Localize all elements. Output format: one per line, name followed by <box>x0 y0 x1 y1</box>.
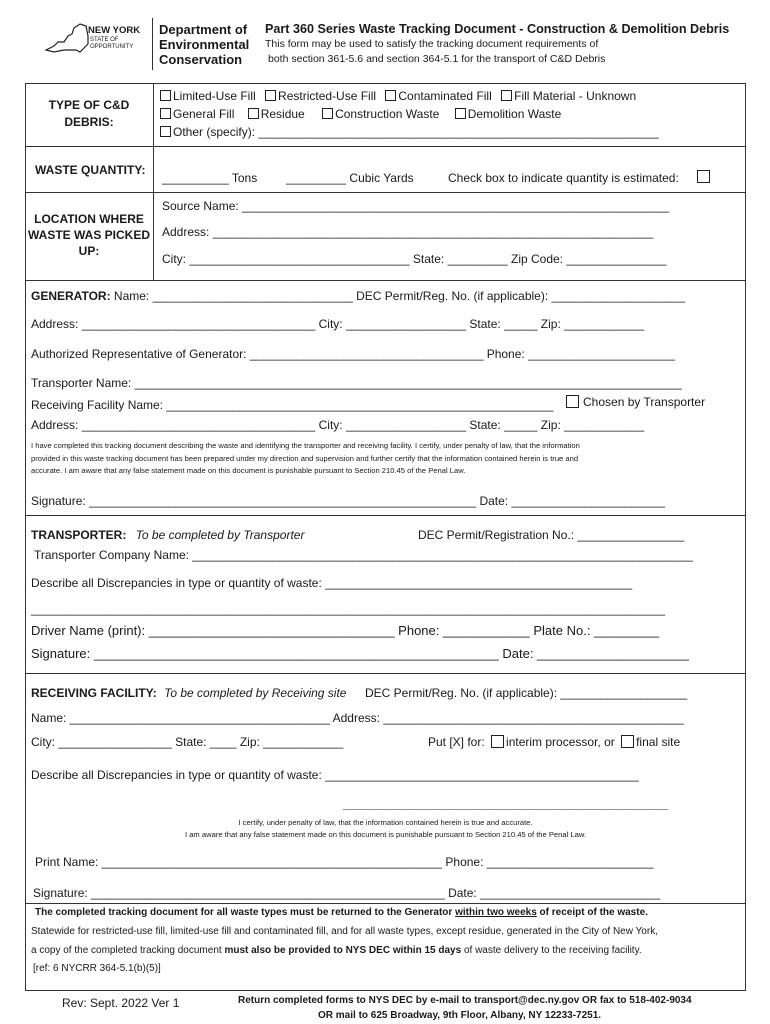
location-label <box>25 211 153 259</box>
receiving-header-row <box>31 686 346 700</box>
generator-label: GENERATOR: <box>31 289 111 303</box>
restricted-use-fill-label: Restricted-Use Fill <box>278 89 377 103</box>
transporter-discrepancy-field[interactable]: Describe all Discrepancies in type or quantity of waste: ______________________________________________ <box>31 576 633 590</box>
demolition-waste-option[interactable] <box>455 107 562 121</box>
demolition-waste-label: Demolition Waste <box>467 107 562 121</box>
form-subtitle-2: both section 361-5.6 and section 364-5.1 for the transport of C&D Debris <box>268 53 606 65</box>
debris-options-row1 <box>160 89 636 103</box>
fill-unknown-label: Fill Material - Unknown <box>514 89 637 103</box>
generator-address2-field[interactable]: Address: ___________________________________ City: __________________ State: _____ Zip: ____________ <box>31 418 645 432</box>
fill-unknown-option[interactable] <box>501 89 636 103</box>
receiving-permit-field[interactable]: DEC Permit/Reg. No. (if applicable): ___________________ <box>365 686 688 700</box>
construction-waste-checkbox[interactable] <box>322 108 333 119</box>
limited-use-fill-checkbox[interactable] <box>160 90 171 101</box>
form-title: Part 360 Series Waste Tracking Document - Construction & Demolition Debris <box>265 22 730 36</box>
general-fill-checkbox[interactable] <box>160 108 171 119</box>
print-name-field[interactable]: Print Name: ___________________________________________________ Phone: _________________________ <box>35 855 654 869</box>
receiving-label: RECEIVING FACILITY: <box>31 686 157 700</box>
transporter-company-field[interactable]: Transporter Company Name: ___________________________________________________________________________ <box>34 548 693 562</box>
receiving-signature-field[interactable]: Signature: _____________________________________________________ Date: ___________________________ <box>33 886 661 900</box>
final-site-checkbox[interactable] <box>621 735 634 748</box>
contaminated-fill-checkbox[interactable] <box>385 90 396 101</box>
return-instruction-b: within two weeks <box>455 907 537 918</box>
transporter-discrepancy-line[interactable]: _______________________________________________________________________________________________ <box>31 602 666 616</box>
debris-options-row3 <box>160 125 659 139</box>
receiving-cert-line1: I certify, under penalty of law, that the information contained herein is true and accurate. <box>238 818 533 827</box>
interim-processor-label: interim processor, or <box>506 735 615 749</box>
chosen-by-transporter-label: Chosen by Transporter <box>583 395 706 409</box>
transporter-divider <box>25 673 746 674</box>
logo-line2: STATE OF <box>90 37 119 43</box>
debris-type-label-2: DEBRIS: <box>64 115 114 129</box>
tons-field[interactable]: __________ Tons <box>162 171 258 185</box>
general-fill-label: General Fill <box>173 107 235 121</box>
copy-instruction-b: must also be provided to NYS DEC within 15 days <box>224 945 462 956</box>
generator-cert-line2: provided in this waste tracking document has been prepared under my direction and supervision and further certify that the information contained herein is true and <box>31 453 579 463</box>
driver-name-field[interactable]: Driver Name (print): __________________________________ Phone: ____________ Plate No.: _________ <box>31 623 660 638</box>
receiving-cert-line2: I am aware that any false statement made on this document is punishable pursuant to Section 210.45 of the Penal Law. <box>184 830 587 839</box>
waste-quantity-label: WASTE QUANTITY: <box>35 163 146 177</box>
revision-label: Rev: Sept. 2022 Ver 1 <box>62 996 180 1010</box>
receiving-city-field[interactable]: City: _________________ State: ____ Zip: ____________ <box>31 735 344 749</box>
transporter-name-field[interactable]: Transporter Name: __________________________________________________________________________________ <box>31 376 682 390</box>
return-address-line1: Return completed forms to NYS DEC by e-mail to transport@dec.ny.gov OR fax to 518-402-9034 <box>238 995 692 1006</box>
transporter-note: To be completed by Transporter <box>135 528 305 542</box>
receiving-facility-name-field[interactable]: Receiving Facility Name: __________________________________________________________ <box>31 398 554 412</box>
return-instruction-a: The completed tracking document for all waste types must be returned to the Generator <box>35 907 456 918</box>
residue-option[interactable] <box>248 107 305 121</box>
transporter-label: TRANSPORTER: <box>31 528 127 542</box>
generator-signature-field[interactable]: Signature: __________________________________________________________ Date: _______________________ <box>31 494 665 508</box>
header-divider <box>152 18 153 70</box>
other-option[interactable] <box>160 125 659 139</box>
debris-row-divider <box>25 146 746 147</box>
debris-table-divider <box>153 83 154 281</box>
generator-cert-line3: accurate. I am aware that any false statement made on this document is punishable pursuant to Section 210.45 of the Penal Law. <box>31 466 466 475</box>
contaminated-fill-label: Contaminated Fill <box>398 89 492 103</box>
location-label-3: UP: <box>78 244 100 258</box>
generator-address-field[interactable]: Address: ___________________________________ City: __________________ State: _____ Zip: ____________ <box>31 317 645 331</box>
limited-use-fill-option[interactable] <box>160 89 256 103</box>
copy-instruction-a: a copy of the completed tracking document <box>31 945 225 956</box>
other-checkbox[interactable] <box>160 126 171 137</box>
transporter-header-row <box>31 528 304 542</box>
contaminated-fill-option[interactable] <box>385 89 491 103</box>
form-subtitle-1: This form may be used to satisfy the tracking document requirements of <box>265 38 599 50</box>
authorized-rep-field[interactable]: Authorized Representative of Generator: ___________________________________ Phone: ______________________ <box>31 347 675 361</box>
generator-cert-line1: I have completed this tracking document describing the waste and identifying the transporter and receiving facility. I certify, under penalty of law, that the information <box>31 441 580 450</box>
dept-line3: Conservation <box>159 52 243 67</box>
location-label-2: WASTE WAS PICKED <box>27 228 150 242</box>
logo-line3: OPPORTUNITY <box>90 44 134 50</box>
generator-divider <box>25 515 746 516</box>
receiving-certification <box>25 817 746 841</box>
logo-line1: NEW YORK <box>88 25 141 36</box>
copy-instruction <box>31 945 642 956</box>
location-label-1: LOCATION WHERE <box>34 212 144 226</box>
limited-use-fill-label: Limited-Use Fill <box>173 89 256 103</box>
source-name-field[interactable]: Source Name: ________________________________________________________________ <box>162 199 670 213</box>
residue-checkbox[interactable] <box>248 108 259 119</box>
fill-unknown-checkbox[interactable] <box>501 90 512 101</box>
debris-type-label <box>25 97 153 131</box>
generator-name-field[interactable]: Name: ______________________________ DEC Permit/Reg. No. (if applicable): ____________________ <box>110 289 685 303</box>
restricted-use-fill-option[interactable] <box>265 89 376 103</box>
chosen-by-transporter-checkbox[interactable] <box>566 395 579 408</box>
construction-waste-label: Construction Waste <box>335 107 440 121</box>
general-fill-option[interactable] <box>160 107 234 121</box>
nys-logo <box>44 22 146 56</box>
final-site-label: final site <box>636 735 681 749</box>
return-instruction <box>35 907 648 918</box>
location-address-field[interactable]: Address: __________________________________________________________________ <box>162 225 654 239</box>
dept-line2: Environmental <box>159 37 250 52</box>
other-field[interactable]: Other (specify): ____________________________________________________________ <box>173 125 659 139</box>
demolition-waste-checkbox[interactable] <box>455 108 466 119</box>
receiving-discrepancy-line[interactable]: _____________________________________________________________________________ <box>343 801 669 810</box>
transporter-permit-field[interactable]: DEC Permit/Registration No.: ________________ <box>418 528 685 542</box>
estimated-checkbox[interactable] <box>697 170 710 183</box>
cubic-yards-field[interactable]: _________ Cubic Yards <box>286 171 414 185</box>
copy-instruction-c: of waste delivery to the receiving facility. <box>461 945 642 956</box>
receiving-name-field[interactable]: Name: _______________________________________ Address: _____________________________________________ <box>31 711 684 725</box>
put-x-label: Put [X] for: <box>428 735 485 749</box>
new-york-state-map-icon <box>44 22 90 56</box>
quantity-row-divider <box>25 192 746 193</box>
dept-name <box>159 22 249 67</box>
return-address-line2: OR mail to 625 Broadway, 9th Floor, Albany, NY 12233-7251. <box>318 1010 602 1021</box>
receiving-divider <box>25 903 746 904</box>
interim-processor-checkbox[interactable] <box>491 735 504 748</box>
dept-line1: Department of <box>159 22 248 37</box>
debris-type-label-1: TYPE OF C&D <box>48 98 130 112</box>
generator-certification <box>31 440 580 478</box>
generator-name-row <box>31 289 685 303</box>
facility-type-row <box>428 735 680 749</box>
construction-waste-option[interactable] <box>322 107 439 121</box>
residue-label: Residue <box>260 107 305 121</box>
return-instruction-c: of receipt of the waste. <box>536 907 648 918</box>
restricted-use-fill-checkbox[interactable] <box>265 90 276 101</box>
receiving-note: To be completed by Receiving site <box>164 686 347 700</box>
debris-options-row2 <box>160 107 561 121</box>
location-city-field[interactable]: City: _________________________________ State: _________ Zip Code: _______________ <box>162 252 667 266</box>
statewide-instruction: Statewide for restricted-use fill, limited-use fill and contaminated fill, and for all waste types, except residue, generated in the City of New York, <box>31 926 658 937</box>
transporter-signature-field[interactable]: Signature: ________________________________________________________ Date: _____________________ <box>31 646 689 661</box>
estimated-label: Check box to indicate quantity is estimated: <box>448 171 679 185</box>
regulation-reference: [ref: 6 NYCRR 364-5.1(b)(5)] <box>33 963 161 974</box>
receiving-discrepancy-field[interactable]: Describe all Discrepancies in type or quantity of waste: _______________________________________________ <box>31 768 639 782</box>
